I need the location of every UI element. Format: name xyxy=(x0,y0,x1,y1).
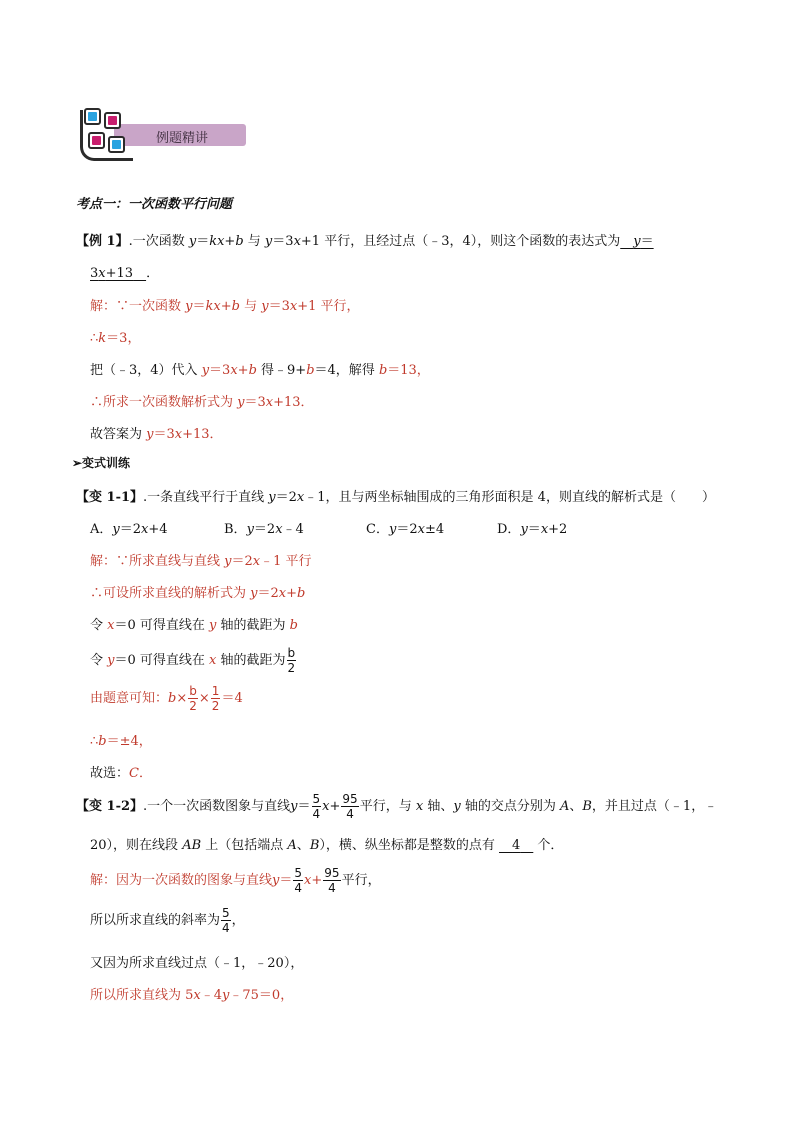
variant-1-1-solution-line1: 解：∵所求直线与直线 y＝2x﹣1 平行 xyxy=(90,554,312,569)
example-1-tag: 【例 1】 xyxy=(76,234,129,249)
variant-1-1-solution-line5: 由题意可知：b× $\frac{b}{2}$ × $\frac{1}{2}$ ＝4 xyxy=(90,684,243,713)
variant-1-2-solution-line4: 所以所求直线为 5x﹣4y﹣75＝0， xyxy=(90,988,294,1003)
fraction-5-over-4: $\frac{5}{4}$ xyxy=(312,792,321,821)
variant-1-1-solution-line3: 令 x＝0 可得直线在 y 轴的截距为 b xyxy=(90,618,298,633)
fraction-5-over-4: $\frac{5}{4}$ xyxy=(222,906,230,935)
variant-1-2-solution-line1: 解：因为一次函数的图象与直线y＝ $\frac{5}{4}$ x+ $\frac{95}{4}$ 平行， xyxy=(90,866,381,895)
fraction-95-over-4: $\frac{95}{4}$ xyxy=(342,792,358,821)
example-1-answer-part1: y＝ xyxy=(633,234,654,249)
variant-training-title: ➢变式训练 xyxy=(72,456,131,470)
example-1-answer-line2: 3x+13 ． xyxy=(90,266,160,281)
example-1-solution-line5: 故答案为 y＝3x+13． xyxy=(90,427,223,442)
variant-1-2-question-line2: 20），则在线段 AB 上（包括端点 A、B），横、纵坐标都是整数的点有 4 个． xyxy=(90,838,564,853)
variant-1-2-tag: 【变 1-2】 xyxy=(76,799,144,814)
variant-1-1-solution-line6: ∴b＝±4， xyxy=(90,734,152,749)
variant-1-1-solution-line4: 令 y＝0 可得直线在 x 轴的截距为 $\frac{b}{2}$ xyxy=(90,646,296,675)
blue-square-icon xyxy=(84,108,101,125)
magenta-square-icon xyxy=(104,112,121,129)
example-1-solution-line3: 把（﹣3，4）代入 y＝3x+b 得﹣9+b＝4，解得 b＝13， xyxy=(90,363,430,378)
section-banner xyxy=(78,106,248,160)
banner-label: 例题精讲 xyxy=(156,131,209,146)
fraction-1-over-2: $\frac{1}{2}$ xyxy=(211,684,220,713)
variant-1-1-tag: 【变 1-1】 xyxy=(76,490,144,505)
example-1-solution-line4: ∴所求一次函数解析式为 y＝3x+13． xyxy=(90,395,314,410)
option-c[interactable]: C．y＝2x±4 xyxy=(366,522,445,537)
example-1-answer-part2: 3x+13 xyxy=(90,266,134,281)
option-b[interactable]: B．y＝2x﹣4 xyxy=(224,522,304,537)
variant-1-1-solution-line2: ∴可设所求直线的解析式为 y＝2x+b xyxy=(90,586,306,601)
fraction-95-over-4: $\frac{95}{4}$ xyxy=(324,866,340,895)
example-1-question: 【例 1】.一次函数 y＝kx+b 与 y＝3x+1 平行，且经过点（﹣3，4），则这个函数的表达式为 y＝ xyxy=(76,234,654,249)
example-1-solution-line1: 解：∵一次函数 y＝kx+b 与 y＝3x+1 平行， xyxy=(90,299,360,314)
fraction-b-over-2: $\frac{b}{2}$ xyxy=(287,646,296,675)
variant-1-1-solution-line7: 故选：C． xyxy=(90,766,152,781)
section-title: 考点一：一次函数平行问题 xyxy=(76,197,233,212)
option-d[interactable]: D．y＝x+2 xyxy=(497,522,568,537)
variant-1-1-question: 【变 1-1】.一条直线平行于直线 y＝2x﹣1，且与两坐标轴围成的三角形面积是 4，则直线的解析式是（ ） xyxy=(76,490,715,505)
variant-1-2-answer: 4 xyxy=(512,838,521,853)
blue-square-icon xyxy=(108,136,125,153)
variant-1-2-question-line1: 【变 1-2】.一个一次函数图象与直线y＝ $\frac{5}{4}$ x+ $\frac{95}{4}$ 平行，与 x 轴、y 轴的交点分别为 A、B，并且过点（﹣1，﹣ xyxy=(76,792,718,821)
option-a[interactable]: A．y＝2x+4 xyxy=(90,522,168,537)
variant-1-2-solution-line3: 又因为所求直线过点（﹣1，﹣20）， xyxy=(90,956,304,971)
fraction-5-over-4: $\frac{5}{4}$ xyxy=(294,866,303,895)
example-1-solution-line2: ∴k＝3， xyxy=(90,331,141,346)
magenta-square-icon xyxy=(88,132,105,149)
variant-1-2-solution-line2: 所以所求直线的斜率为 $\frac{5}{4}$ ， xyxy=(90,906,245,935)
fraction-b-over-2: $\frac{b}{2}$ xyxy=(189,684,197,713)
